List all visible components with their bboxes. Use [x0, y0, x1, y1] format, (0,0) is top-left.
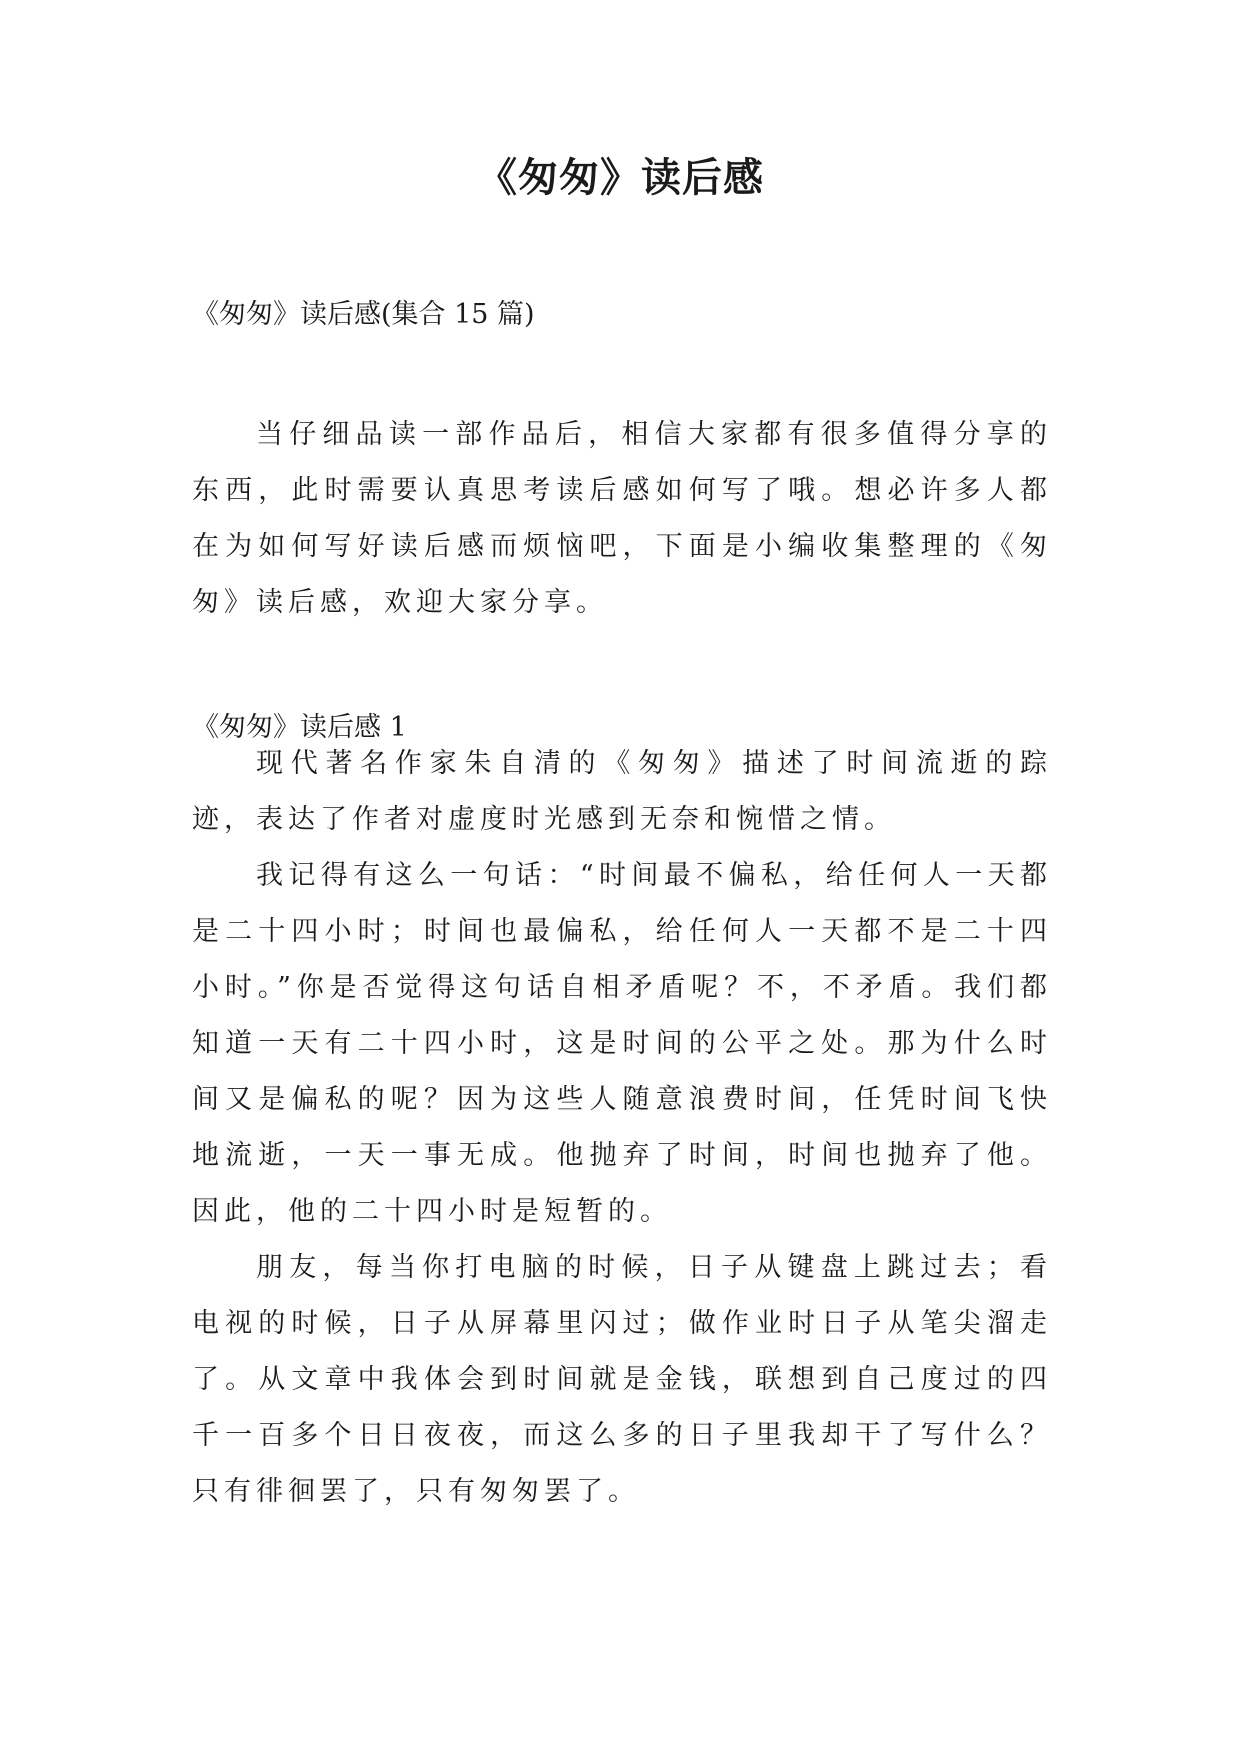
essay-paragraph: 朋友，每当你打电脑的时候，日子从键盘上跳过去；看电视的时候，日子从屏幕里闪过；做作业时日子从笔尖溜走了。从文章中我体会到时间就是金钱，联想到自己度过的四千一百多个日日夜夜，而这么多的日子里我却干了写什么？只有徘徊罢了，只有匆匆罢了。: [192, 1252, 1052, 1507]
intro-paragraph: 当仔细品读一部作品后，相信大家都有很多值得分享的东西，此时需要认真思考读后感如何写了哦。想必许多人都在为如何写好读后感而烦恼吧，下面是小编收集整理的《匆匆》读后感，欢迎大家分享。: [192, 419, 1052, 618]
essay-body: [192, 736, 1052, 1520]
essay-paragraph: 现代著名作家朱自清的《匆匆》描述了时间流逝的踪迹，表达了作者对虚度时光感到无奈和惋惜之情。: [192, 748, 1052, 835]
document-subtitle: 《匆匆》读后感(集合 15 篇): [192, 299, 535, 330]
document-title: 《匆匆》读后感: [477, 155, 764, 201]
essay-paragraph: 我记得有这么一句话：“时间最不偏私，给任何人一天都是二十四小时；时间也最偏私，给任何人一天都不是二十四小时。”你是否觉得这句话自相矛盾呢？不，不矛盾。我们都知道一天有二十四小时，这是时间的公平之处。那为什么时间又是偏私的呢？因为这些人随意浪费时间，任凭时间飞快地流逝，一天一事无成。他抛弃了时间，时间也抛弃了他。因此，他的二十四小时是短暂的。: [192, 860, 1052, 1227]
section-heading: 《匆匆》读后感 1: [192, 712, 407, 743]
intro-block: [192, 407, 1052, 631]
